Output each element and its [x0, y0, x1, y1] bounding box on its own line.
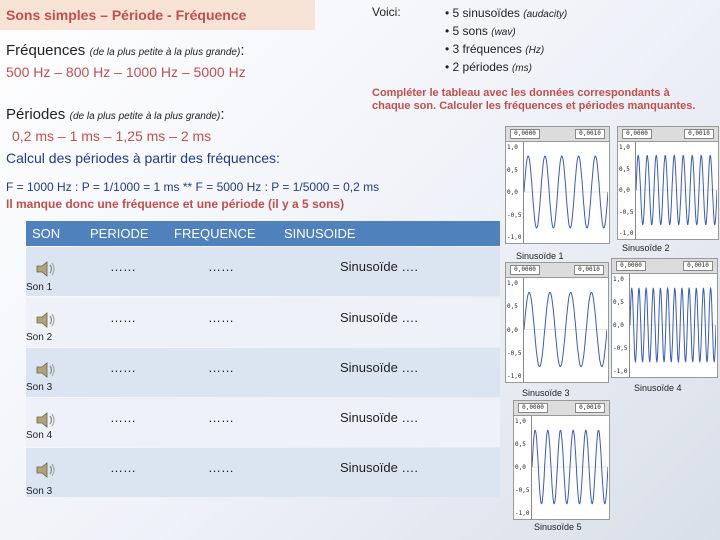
speaker-icon[interactable] — [35, 410, 57, 430]
example-calc: F = 1000 Hz : P = 1/1000 = 1 ms ** F = 5000 Hz : P = 1/5000 = 0,2 ms — [6, 180, 380, 194]
y-axis — [514, 416, 532, 519]
y-tick: 0,0 — [613, 322, 624, 329]
time-box: 0,0000 — [510, 265, 540, 275]
frequences-heading: Fréquences (de la plus petite à la plus grande): — [6, 42, 245, 59]
y-tick: 0,5 — [507, 303, 518, 311]
speaker-icon[interactable] — [35, 360, 57, 380]
table-header — [26, 221, 500, 246]
y-tick: -1,0 — [619, 230, 634, 237]
cell-frequence[interactable]: …… — [208, 460, 234, 475]
y-tick: -1,0 — [613, 368, 628, 375]
page-title: Sons simples – Période - Fréquence — [6, 7, 247, 23]
cell-periode[interactable]: …… — [110, 310, 136, 325]
son-label: Son 4 — [26, 430, 53, 441]
waveform-panel — [611, 258, 718, 378]
cell-sinusoide[interactable]: Sinusoïde …. — [340, 310, 419, 325]
y-tick: -1,0 — [507, 234, 522, 241]
table-row — [26, 348, 500, 397]
y-tick: -1,0 — [515, 510, 530, 517]
sine-wave — [532, 416, 608, 518]
y-tick: 1,0 — [507, 144, 518, 151]
sine-wave — [524, 142, 608, 242]
y-tick: 1,0 — [619, 144, 630, 151]
y-tick: -0,5 — [507, 349, 522, 357]
instruction-text: Compléter le tableau avec les données correspondants à chaque son. Calculer les fréquences et périodes manquantes. — [372, 87, 696, 112]
cell-sinusoide[interactable]: Sinusoïde …. — [340, 410, 419, 425]
waveform-header — [514, 401, 609, 416]
cell-sinusoide[interactable]: Sinusoïde …. — [340, 259, 419, 274]
y-axis — [506, 142, 524, 243]
y-tick: -0,5 — [613, 345, 628, 352]
time-box: 0,0000 — [510, 129, 540, 139]
waveform-header — [618, 127, 718, 142]
waveform-panel — [505, 262, 609, 383]
waveform-caption: Sinusoïde 2 — [622, 243, 670, 253]
cell-periode[interactable]: …… — [110, 410, 136, 425]
time-box: 0,0010 — [683, 261, 713, 271]
cell-sinusoide[interactable]: Sinusoïde …. — [340, 460, 419, 475]
son-label: Son 3 — [26, 382, 53, 393]
table-row — [26, 448, 500, 497]
header-frequence: FREQUENCE — [174, 226, 256, 241]
table-row — [26, 247, 500, 296]
y-tick: 0,0 — [507, 326, 518, 334]
speaker-icon[interactable] — [35, 460, 57, 480]
table-row — [26, 298, 500, 347]
time-box: 0,0000 — [622, 129, 652, 139]
y-tick: 0,5 — [507, 166, 518, 174]
cell-periode[interactable]: …… — [110, 460, 136, 475]
time-box: 0,0010 — [575, 129, 605, 139]
waveform-panel — [617, 126, 719, 240]
resource-item: • 5 sons (wav) — [445, 23, 567, 41]
resource-item: • 3 fréquences (Hz) — [445, 41, 567, 59]
speaker-icon[interactable] — [35, 259, 57, 279]
speaker-icon[interactable] — [35, 310, 57, 330]
sine-wave — [636, 142, 717, 238]
frequences-values: 500 Hz – 800 Hz – 1000 Hz – 5000 Hz — [6, 64, 246, 80]
y-axis — [506, 278, 524, 382]
waveform-header — [506, 127, 609, 142]
resource-list — [445, 5, 567, 77]
waveform-caption: Sinusoïde 1 — [516, 251, 564, 261]
y-tick: 1,0 — [613, 276, 624, 283]
waveform-header — [506, 263, 608, 278]
cell-periode[interactable]: …… — [110, 259, 136, 274]
header-son: SON — [32, 226, 61, 241]
y-axis — [618, 142, 636, 239]
cell-frequence[interactable]: …… — [208, 259, 234, 274]
y-tick: 0,0 — [507, 189, 518, 196]
son-label: Son 2 — [26, 332, 53, 343]
y-axis — [612, 274, 630, 377]
periodes-calc: Calcul des périodes à partir des fréquences: — [6, 150, 280, 166]
cell-periode[interactable]: …… — [110, 360, 136, 375]
cell-frequence[interactable]: …… — [208, 360, 234, 375]
time-box: 0,0000 — [518, 403, 548, 413]
y-tick: 0,5 — [619, 165, 630, 173]
time-box: 0,0000 — [616, 261, 646, 271]
y-tick: 0,0 — [515, 464, 526, 471]
resource-item: • 5 sinusoïdes (audacity) — [445, 5, 567, 23]
sine-wave — [630, 274, 716, 376]
waveform-header — [612, 259, 717, 274]
son-label: Son 1 — [26, 282, 53, 293]
waveform-panel — [505, 126, 610, 244]
sine-wave — [524, 278, 607, 381]
son-label: Son 3 — [26, 486, 53, 497]
waveform-panel — [513, 400, 610, 520]
periodes-values: 0,2 ms – 1 ms – 1,25 ms – 2 ms — [12, 128, 212, 144]
y-tick: -0,5 — [619, 208, 634, 216]
resource-item: • 2 périodes (ms) — [445, 59, 567, 77]
y-tick: -0,5 — [507, 211, 522, 219]
header-periode: PERIODE — [90, 226, 149, 241]
periodes-heading: Périodes (de la plus petite à la plus grande): — [6, 106, 225, 123]
voici-label: Voici: — [372, 5, 401, 19]
cell-frequence[interactable]: …… — [208, 310, 234, 325]
answer-table — [26, 221, 500, 497]
time-box: 0,0010 — [574, 265, 604, 275]
y-tick: -0,5 — [515, 487, 530, 494]
missing-note: Il manque donc une fréquence et une période (il y a 5 sons) — [6, 197, 345, 211]
y-tick: 0,5 — [515, 441, 526, 448]
y-tick: 1,0 — [515, 418, 526, 425]
waveform-caption: Sinusoïde 3 — [522, 388, 570, 398]
y-tick: 1,0 — [507, 280, 518, 287]
y-tick: -1,0 — [507, 373, 522, 380]
cell-frequence[interactable]: …… — [208, 410, 234, 425]
cell-sinusoide[interactable]: Sinusoïde …. — [340, 360, 419, 375]
time-box: 0,0010 — [575, 403, 605, 413]
y-tick: 0,5 — [613, 299, 624, 306]
header-sinusoide: SINUSOIDE — [284, 226, 356, 241]
table-row — [26, 398, 500, 447]
waveform-caption: Sinusoïde 5 — [534, 522, 582, 532]
waveform-caption: Sinusoïde 4 — [634, 383, 682, 393]
y-tick: 0,0 — [619, 187, 630, 194]
time-box: 0,0010 — [684, 129, 714, 139]
